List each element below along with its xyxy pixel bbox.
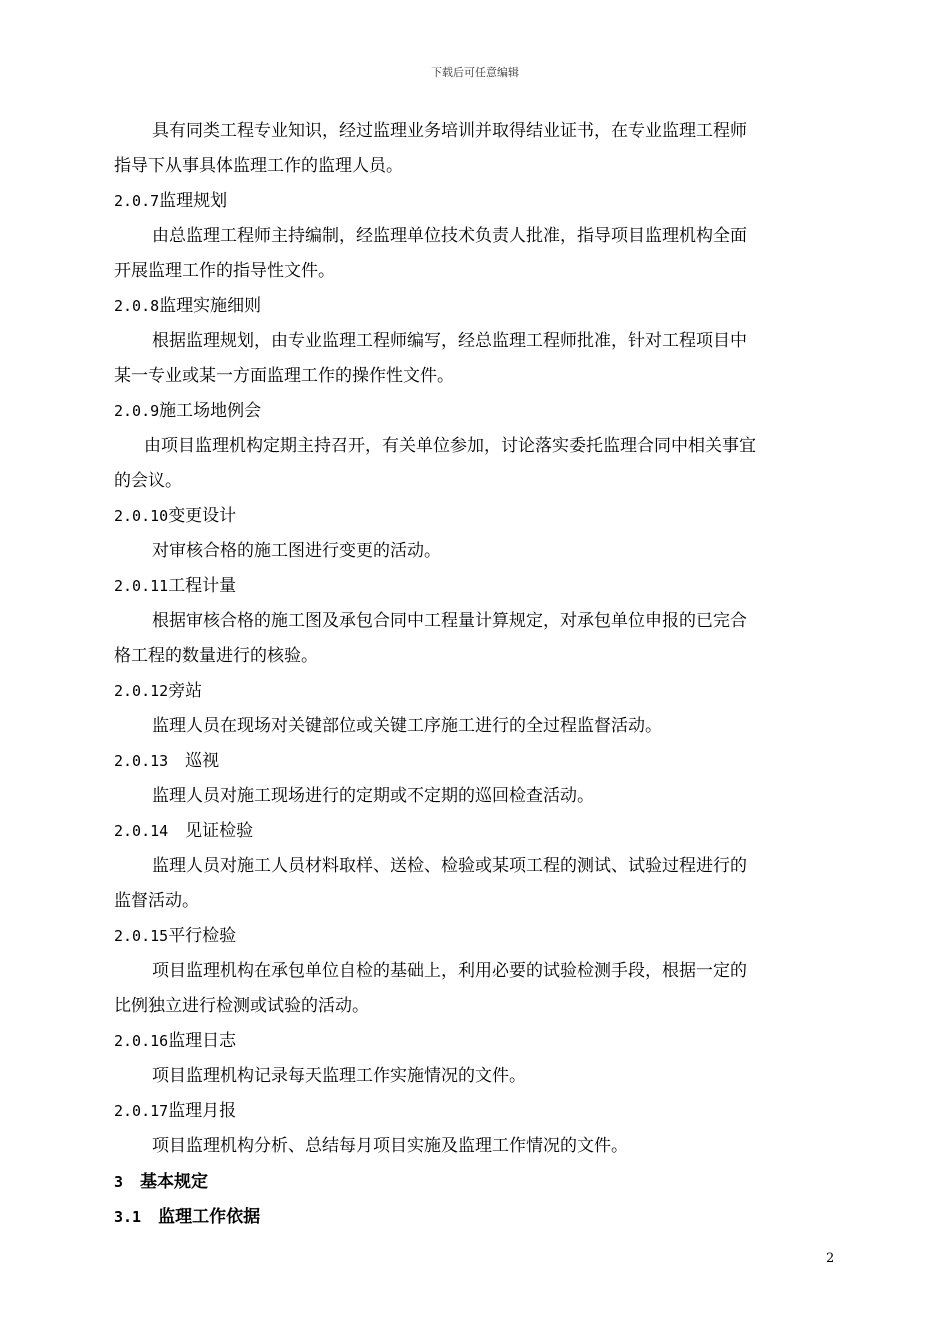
line-text: 格工程的数量进行的核验。	[114, 646, 318, 666]
line-text: 由总监理工程师主持编制，经监理单位技术负责人批准，指导项目监理机构全面	[152, 226, 747, 246]
paragraph-line	[114, 155, 403, 177]
line-text: 项目监理机构在承包单位自检的基础上，利用必要的试验检测手段，根据一定的	[152, 961, 747, 981]
page-header: 下载后可任意编辑	[431, 66, 519, 79]
line-text: 监理人员对施工现场进行的定期或不定期的巡回检查活动。	[152, 786, 594, 806]
paragraph-line	[152, 960, 747, 982]
section-title: 施工场地例会	[159, 401, 262, 421]
paragraph-line	[114, 470, 182, 492]
section-title: 基本规定	[123, 1172, 209, 1192]
line-text: 根据监理规划，由专业监理工程师编写，经总监理工程师批准，针对工程项目中	[152, 331, 747, 351]
paragraph-line	[144, 435, 756, 457]
section-number: 2.0.15	[114, 927, 169, 945]
section-title: 监理工作依据	[141, 1207, 261, 1227]
section-title: 监理月报	[168, 1101, 237, 1121]
section-heading	[114, 295, 261, 317]
paragraph-line	[114, 365, 454, 387]
line-text: 比例独立进行检测或试验的活动。	[114, 996, 369, 1016]
line-text: 指导下从事具体监理工作的监理人员。	[114, 156, 403, 176]
line-text: 开展监理工作的指导性文件。	[114, 261, 335, 281]
section-number: 3.1	[114, 1208, 142, 1226]
paragraph-line	[152, 1135, 628, 1157]
section-number: 2.0.11	[114, 577, 169, 595]
line-text: 的会议。	[114, 471, 182, 491]
paragraph-line	[152, 610, 747, 632]
line-text: 项目监理机构分析、总结每月项目实施及监理工作情况的文件。	[152, 1136, 628, 1156]
paragraph-line	[152, 540, 441, 562]
section-heading	[114, 1171, 208, 1193]
paragraph-line	[152, 785, 594, 807]
section-number: 2.0.13	[114, 752, 169, 770]
section-title: 工程计量	[168, 576, 237, 596]
section-heading	[114, 575, 236, 597]
page-number: 2	[826, 1251, 835, 1266]
section-number: 2.0.12	[114, 682, 169, 700]
section-heading	[114, 190, 227, 212]
section-number: 2.0.9	[114, 402, 160, 420]
section-number: 2.0.16	[114, 1032, 169, 1050]
paragraph-line	[152, 120, 747, 142]
paragraph-line	[114, 260, 335, 282]
line-text: 监督活动。	[114, 891, 199, 911]
line-text: 某一专业或某一方面监理工作的操作性文件。	[114, 366, 454, 386]
section-number: 2.0.10	[114, 507, 169, 525]
section-number: 2.0.7	[114, 192, 160, 210]
section-heading	[114, 400, 261, 422]
section-title: 巡视	[168, 751, 220, 771]
section-title: 见证检验	[168, 821, 254, 841]
section-heading	[114, 750, 219, 772]
paragraph-line	[152, 715, 662, 737]
section-title: 平行检验	[168, 926, 237, 946]
line-text: 根据审核合格的施工图及承包合同中工程量计算规定，对承包单位申报的已完合	[152, 611, 747, 631]
section-heading	[114, 1030, 236, 1052]
section-title: 监理规划	[159, 191, 228, 211]
section-heading	[114, 1206, 260, 1228]
line-text: 项目监理机构记录每天监理工作实施情况的文件。	[152, 1066, 526, 1086]
line-text: 由项目监理机构定期主持召开，有关单位参加，讨论落实委托监理合同中相关事宜	[144, 436, 756, 456]
paragraph-line	[152, 855, 747, 877]
section-heading	[114, 680, 202, 702]
section-heading	[114, 1100, 236, 1122]
section-number: 2.0.8	[114, 297, 160, 315]
section-number: 3	[114, 1173, 124, 1191]
section-title: 监理日志	[168, 1031, 237, 1051]
paragraph-line	[152, 1065, 526, 1087]
section-title: 旁站	[168, 681, 203, 701]
paragraph-line	[152, 225, 747, 247]
section-number: 2.0.17	[114, 1102, 169, 1120]
section-title: 监理实施细则	[159, 296, 262, 316]
line-text: 监理人员对施工人员材料取样、送检、检验或某项工程的测试、试验过程进行的	[152, 856, 747, 876]
section-heading	[114, 925, 236, 947]
section-title: 变更设计	[168, 506, 237, 526]
paragraph-line	[152, 330, 747, 352]
line-text: 监理人员在现场对关键部位或关键工序施工进行的全过程监督活动。	[152, 716, 662, 736]
paragraph-line	[114, 645, 318, 667]
line-text: 对审核合格的施工图进行变更的活动。	[152, 541, 441, 561]
line-text: 具有同类工程专业知识，经过监理业务培训并取得结业证书，在专业监理工程师	[152, 121, 747, 141]
paragraph-line	[114, 890, 199, 912]
paragraph-line	[114, 995, 369, 1017]
section-heading	[114, 505, 236, 527]
section-number: 2.0.14	[114, 822, 169, 840]
section-heading	[114, 820, 253, 842]
